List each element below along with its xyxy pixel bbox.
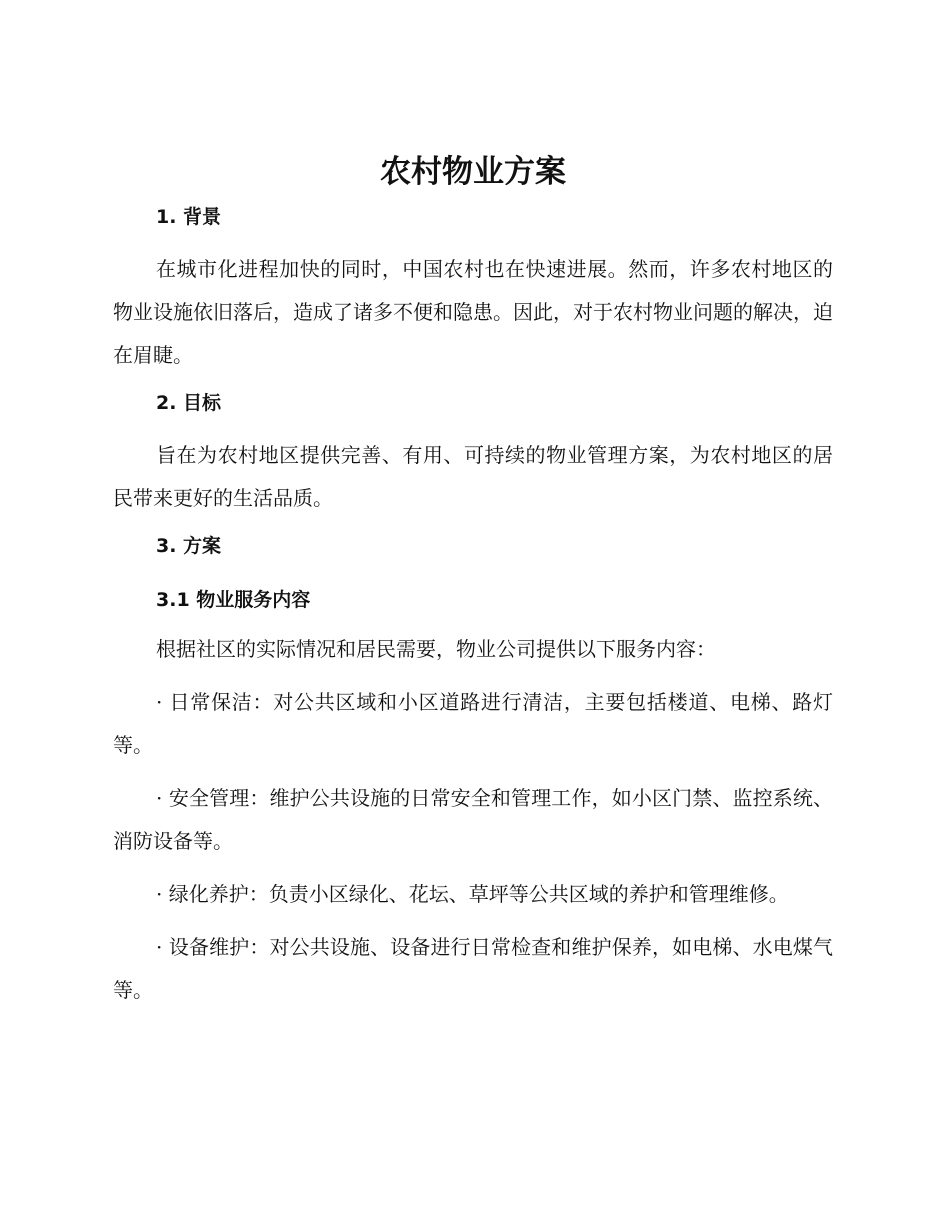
- document-page: [113, 150, 833, 1012]
- goal-paragraph: 旨在为农村地区提供完善、有用、可持续的物业管理方案，为农村地区的居民带来更好的生活品质。: [113, 443, 833, 510]
- service-item-greening: · 绿化养护：负责小区绿化、花坛、草坪等公共区域的养护和管理维修。: [156, 882, 789, 906]
- service-item-security: · 安全管理：维护公共设施的日常安全和管理工作，如小区门禁、监控系统、消防设备等。: [113, 786, 833, 853]
- section-heading-plan: 3. 方案: [156, 535, 222, 557]
- service-item-cleaning: · 日常保洁：对公共区域和小区道路进行清洁，主要包括楼道、电梯、路灯等。: [113, 690, 833, 757]
- background-paragraph: 在城市化进程加快的同时，中国农村也在快速进展。然而，许多农村地区的物业设施依旧落后，造成了诸多不便和隐患。因此，对于农村物业问题的解决，迫在眉睫。: [113, 257, 833, 367]
- service-item-equipment: · 设备维护：对公共设施、设备进行日常检查和维护保养，如电梯、水电煤气等。: [113, 935, 833, 1002]
- document-title: 农村物业方案: [380, 154, 566, 190]
- section-heading-background: 1. 背景: [156, 206, 222, 228]
- subsection-heading-services: 3.1 物业服务内容: [156, 589, 311, 611]
- section-heading-goal: 2. 目标: [156, 392, 222, 414]
- services-intro-paragraph: 根据社区的实际情况和居民需要，物业公司提供以下服务内容：: [156, 637, 716, 661]
